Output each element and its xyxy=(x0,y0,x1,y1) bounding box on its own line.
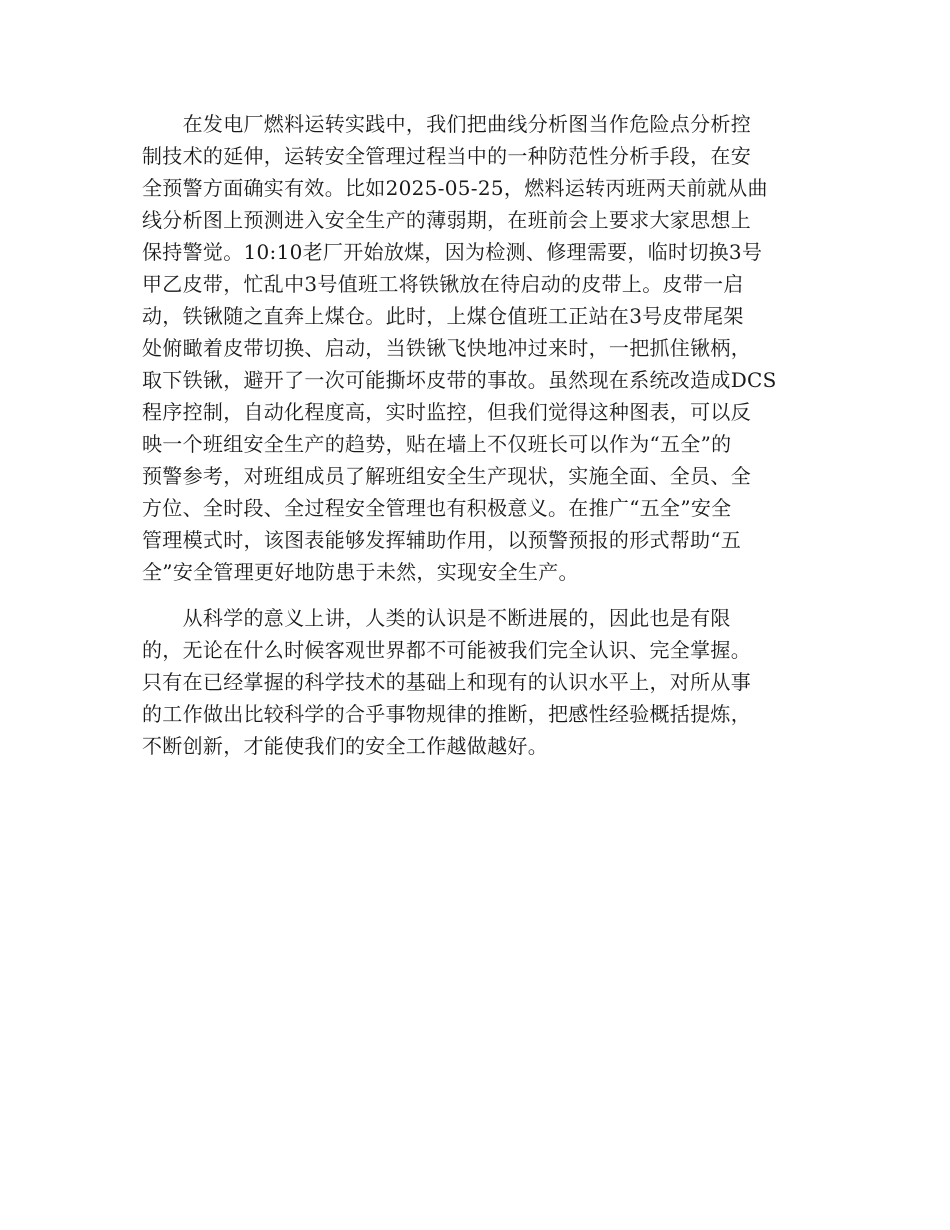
text-line: 从科学的意义上讲，人类的认识是不断进展的，因此也是有限 xyxy=(142,606,731,630)
text-line: 取下铁锹，避开了一次可能撕坏皮带的事故。虽然现在系统改造成DCS xyxy=(142,368,777,392)
text-line: 映一个班组安全生产的趋势，贴在墙上不仅班长可以作为“五全”的 xyxy=(142,432,732,456)
paragraph-1 xyxy=(142,108,808,588)
text-line: 动，铁锹随之直奔上煤仓。此时，上煤仓值班工正站在3号皮带尾架 xyxy=(142,304,744,328)
paragraph-2 xyxy=(142,602,808,762)
text-line: 只有在已经掌握的科学技术的基础上和现有的认识水平上，对所从事 xyxy=(142,670,751,694)
text-line: 保持警觉。10:10老厂开始放煤，因为检测、修理需要，临时切换3号 xyxy=(142,240,763,264)
text-line: 预警参考，对班组成员了解班组安全生产现状，实施全面、全员、全 xyxy=(142,464,751,488)
text-line: 方位、全时段、全过程安全管理也有积极意义。在推广“五全”安全 xyxy=(142,496,732,520)
text-line: 甲乙皮带，忙乱中3号值班工将铁锹放在待启动的皮带上。皮带一启 xyxy=(142,272,744,296)
text-line: 不断创新，才能使我们的安全工作越做越好。 xyxy=(142,734,548,758)
text-line: 的，无论在什么时候客观世界都不可能被我们完全认识、完全掌握。 xyxy=(142,638,751,662)
text-line: 全预警方面确实有效。比如2025-05-25，燃料运转丙班两天前就从曲 xyxy=(142,176,768,200)
text-line: 在发电厂燃料运转实践中，我们把曲线分析图当作危险点分析控 xyxy=(142,112,751,136)
document-body xyxy=(142,108,808,762)
text-line: 管理模式时，该图表能够发挥辅助作用，以预警预报的形式帮助“五 xyxy=(142,528,742,552)
text-line: 全”安全管理更好地防患于未然，实现安全生产。 xyxy=(142,560,579,584)
text-line: 的工作做出比较科学的合乎事物规律的推断，把感性经验概括提炼， xyxy=(142,702,751,726)
text-line: 线分析图上预测进入安全生产的薄弱期，在班前会上要求大家思想上 xyxy=(142,208,751,232)
text-line: 制技术的延伸，运转安全管理过程当中的一种防范性分析手段，在安 xyxy=(142,144,751,168)
text-line: 处俯瞰着皮带切换、启动，当铁锹飞快地冲过来时，一把抓住锹柄， xyxy=(142,336,751,360)
text-line: 程序控制，自动化程度高，实时监控，但我们觉得这种图表，可以反 xyxy=(142,400,751,424)
